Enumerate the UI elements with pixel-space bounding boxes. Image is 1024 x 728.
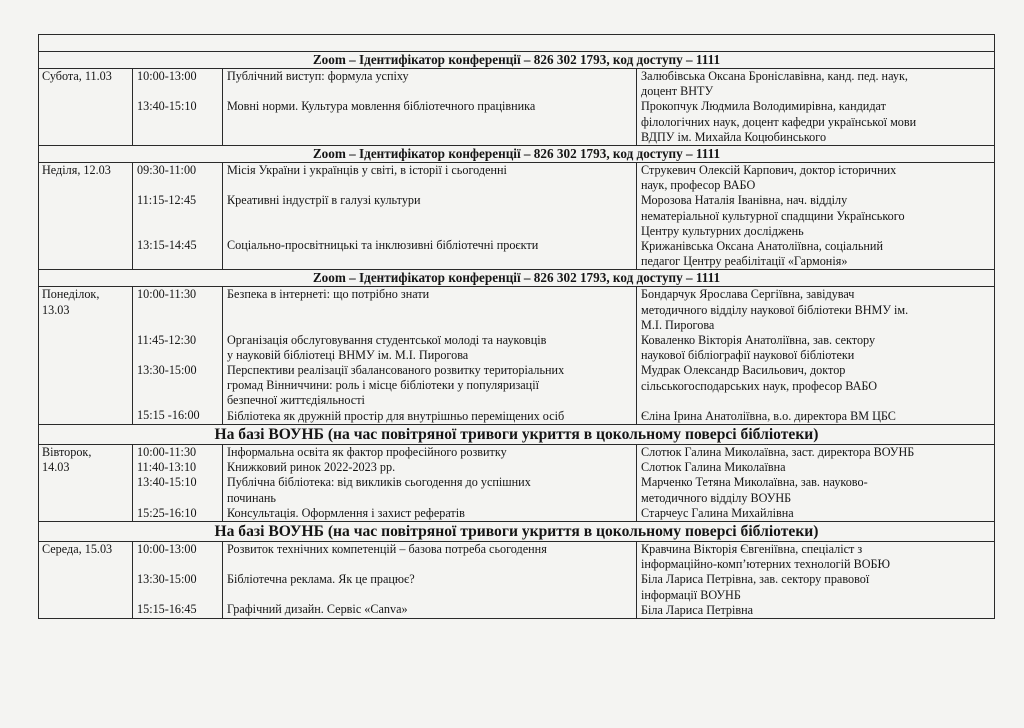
day-row-tuesday	[39, 445, 995, 522]
zoom-header: Zoom – Ідентифікатор конференції – 826 302 1793, код доступу – 1111	[39, 52, 995, 69]
day-row-sunday	[39, 163, 995, 270]
topic: Публічна бібліотека: від викликів сьогодення до успішних	[227, 475, 531, 490]
topic-cell	[223, 542, 637, 619]
speaker: Бондарчук Ярослава Сергіївна, завідувач	[641, 287, 855, 302]
time: 10:00-13:00	[137, 69, 197, 83]
day-label: Субота, 11.03	[39, 69, 133, 146]
time: 10:00-11:30	[137, 445, 197, 460]
time-cell	[133, 445, 223, 522]
zoom-header-row	[39, 270, 995, 287]
blank-top-row	[39, 35, 995, 52]
speaker: наук, професор ВАБО	[641, 178, 756, 193]
topic: Інформальна освіта як фактор професійного розвитку	[227, 445, 507, 460]
speaker: Залюбівська Оксана Броніславівна, канд. пед. наук,	[641, 69, 908, 83]
time: 10:00-11:30	[137, 287, 197, 302]
speaker: доцент ВНТУ	[641, 84, 714, 99]
base-header-row	[39, 522, 995, 542]
day-row-wednesday	[39, 542, 995, 619]
time: 15:15-16:45	[137, 602, 197, 617]
speaker: філологічних наук, доцент кафедри української мови	[641, 114, 917, 129]
speaker: Кравчина Вікторія Євгеніївна, спеціаліст з	[641, 542, 863, 557]
speaker: Марченко Тетяна Миколаївна, зав. науково-	[641, 475, 868, 490]
schedule-sheet	[38, 34, 994, 619]
speaker: Струкевич Олексій Карпович, доктор історичних	[641, 163, 897, 178]
zoom-header: Zoom – Ідентифікатор конференції – 826 302 1793, код доступу – 1111	[39, 146, 995, 163]
topic: Соціально-просвітницькі та інклюзивні бібліотечні проєкти	[227, 238, 539, 253]
time-cell	[133, 542, 223, 619]
speaker: Біла Лариса Петрівна	[641, 602, 754, 617]
time: 15:15 -16:00	[137, 408, 200, 423]
zoom-header: Zoom – Ідентифікатор конференції – 826 302 1793, код доступу – 1111	[39, 270, 995, 287]
topic: Графічний дизайн. Сервіс «Canva»	[227, 602, 408, 617]
speaker-cell	[637, 69, 995, 146]
speaker: Біла Лариса Петрівна, зав. сектору правової	[641, 572, 870, 587]
topic: у науковій бібліотеці ВНМУ ім. М.І. Пирогова	[227, 347, 469, 362]
topic-cell	[223, 287, 637, 425]
topic: починань	[227, 490, 276, 505]
schedule-table	[38, 34, 995, 619]
speaker: методичного відділу ВОУНБ	[641, 490, 792, 505]
day-label: Середа, 15.03	[39, 542, 133, 619]
base-header-row	[39, 425, 995, 445]
day-label	[39, 287, 133, 425]
speaker: Прокопчук Людмила Володимирівна, кандидат	[641, 99, 886, 114]
speaker: нематеріальної культурної спадщини Українського	[641, 208, 905, 223]
topic-cell	[223, 163, 637, 270]
topic: Креативні індустрії в галузі культури	[227, 193, 421, 208]
speaker: М.І. Пирогова	[641, 317, 715, 332]
speaker: інформації ВОУНБ	[641, 587, 741, 602]
topic: Перспективи реалізації збалансованого розвитку територіальних	[227, 363, 565, 378]
time: 13:40-15:10	[137, 475, 197, 490]
speaker-cell	[637, 163, 995, 270]
topic: громад Вінниччини: роль і місце бібліотеки у популяризації	[227, 378, 539, 393]
speaker: інформаційно-комп’ютерних технологій ВОБЮ	[641, 557, 891, 572]
day-label-line: 14.03	[42, 460, 70, 475]
time: 11:45-12:30	[137, 332, 197, 347]
time: 13:30-15:00	[137, 572, 197, 587]
speaker: Єліна Ірина Анатоліївна, в.о. директора ВМ ЦБС	[641, 408, 896, 423]
time: 13:30-15:00	[137, 362, 197, 377]
topic: Організація обслуговування студентської молоді та науковців	[227, 332, 547, 347]
day-label: Неділя, 12.03	[39, 163, 133, 270]
speaker-cell	[637, 287, 995, 425]
speaker: Крижанівська Оксана Анатоліївна, соціальний	[641, 239, 883, 254]
topic: Мовні норми. Культура мовлення бібліотечного працівника	[227, 99, 536, 114]
day-row-saturday	[39, 69, 995, 146]
time: 11:15-12:45	[137, 193, 197, 208]
day-label-line: Вівторок,	[42, 445, 92, 460]
speaker-cell	[637, 445, 995, 522]
speaker: Центру культурних досліджень	[641, 223, 804, 238]
day-label-line: Понеділок,	[42, 287, 100, 302]
topic: безпечної життєдіяльності	[227, 393, 365, 408]
topic: Консультація. Оформлення і захист рефератів	[227, 505, 465, 520]
topic: Бібліотечна реклама. Як це працює?	[227, 572, 415, 587]
zoom-header-row	[39, 52, 995, 69]
speaker-cell	[637, 542, 995, 619]
topic: Безпека в інтернеті: що потрібно знати	[227, 287, 430, 302]
day-label	[39, 445, 133, 522]
base-header: На базі ВОУНБ (на час повітряної тривоги укриття в цокольному поверсі бібліотеки)	[39, 425, 995, 445]
speaker: Коваленко Вікторія Анатоліївна, зав. сектору	[641, 333, 876, 348]
time: 15:25-16:10	[137, 505, 197, 520]
speaker: Слотюк Галина Миколаївна	[641, 460, 786, 475]
speaker: Старчеус Галина Михайлівна	[641, 505, 794, 520]
time: 10:00-13:00	[137, 542, 197, 557]
time-cell	[133, 69, 223, 146]
topic-cell	[223, 69, 637, 146]
speaker: методичного відділу наукової бібліотеки ВНМУ ім.	[641, 302, 909, 317]
time: 09:30-11:00	[137, 163, 197, 178]
speaker: наукової бібліографії наукової бібліотеки	[641, 348, 855, 363]
time: 11:40-13:10	[137, 460, 197, 475]
speaker: Слотюк Галина Миколаївна, заст. директора ВОУНБ	[641, 445, 915, 460]
speaker: педагог Центру реабілітації «Гармонія»	[641, 254, 848, 269]
day-row-monday	[39, 287, 995, 425]
time-cell	[133, 163, 223, 270]
zoom-header-row	[39, 146, 995, 163]
topic: Розвиток технічних компетенцій – базова потреба сьогодення	[227, 542, 547, 557]
topic: Місія України і українців у світі, в історії і сьогоденні	[227, 163, 507, 178]
time-cell	[133, 287, 223, 425]
topic: Публічний виступ: формула успіху	[227, 69, 409, 83]
time: 13:40-15:10	[137, 99, 197, 114]
day-label-line: 13.03	[42, 302, 70, 317]
time: 13:15-14:45	[137, 238, 197, 253]
topic-cell	[223, 445, 637, 522]
speaker: Мудрак Олександр Васильович, доктор	[641, 363, 846, 378]
topic: Книжковий ринок 2022-2023 рр.	[227, 460, 396, 475]
base-header: На базі ВОУНБ (на час повітряної тривоги укриття в цокольному поверсі бібліотеки)	[39, 522, 995, 542]
speaker: ВДПУ ім. Михайла Коцюбинського	[641, 129, 827, 144]
speaker: сільськогосподарських наук, професор ВАБО	[641, 378, 878, 393]
speaker: Морозова Наталія Іванівна, нач. відділу	[641, 193, 848, 208]
topic: Бібліотека як дружній простір для внутрішньо переміщених осіб	[227, 408, 565, 423]
